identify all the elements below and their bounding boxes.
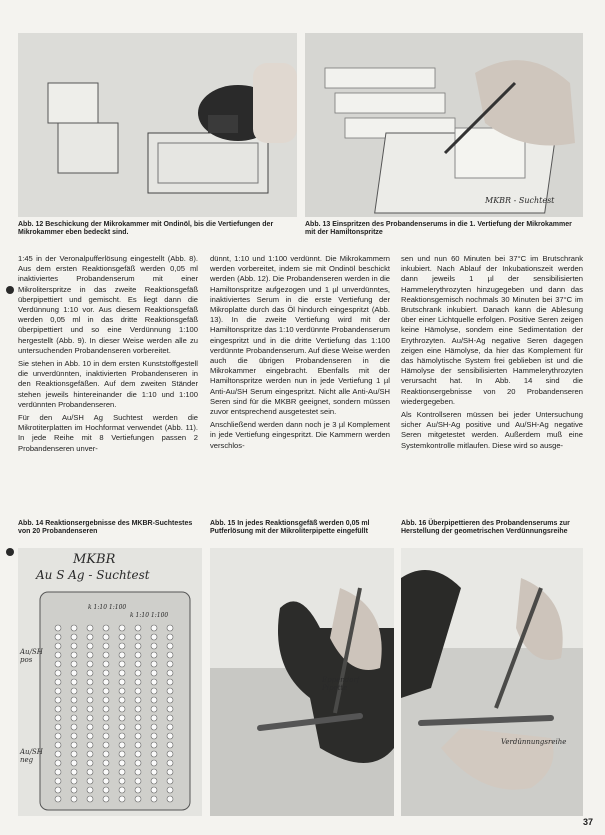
plate-well [151, 688, 157, 694]
plate-well [151, 778, 157, 784]
paragraph: Anschließend werden dann noch je 3 µl Komplement in jede Vertiefung eingespritzt. Die Kammern werden verschlos- [210, 420, 390, 450]
plate-well [71, 643, 77, 649]
plate-well [71, 652, 77, 658]
figure-14-caption: Abb. 14 Reaktionsergebnisse des MKBR-Suchtestes von 20 Probandenseren [18, 520, 193, 536]
plate-well [167, 652, 173, 658]
plate-well [135, 643, 141, 649]
plate-well [119, 679, 125, 685]
plate-well [135, 679, 141, 685]
plate-well [55, 751, 61, 757]
plate-well [119, 796, 125, 802]
plate-well [71, 733, 77, 739]
plate-well [55, 634, 61, 640]
page-number: 37 [582, 817, 593, 827]
plate-well [71, 706, 77, 712]
plate-well [119, 625, 125, 631]
plate-well [103, 724, 109, 730]
punch-hole [6, 286, 14, 294]
plate-well [55, 733, 61, 739]
plate-well [71, 661, 77, 667]
plate-well [151, 706, 157, 712]
plate-well [119, 751, 125, 757]
figure-13-photo [305, 33, 583, 217]
plate-well [71, 679, 77, 685]
figure-14-title2: Au S Ag - Suchtest [36, 568, 150, 582]
plate-well [167, 643, 173, 649]
plate-well [71, 724, 77, 730]
plate-well [135, 661, 141, 667]
plate-well [135, 769, 141, 775]
plate-well [167, 796, 173, 802]
plate-well [167, 715, 173, 721]
punch-hole [6, 548, 14, 556]
plate-well [167, 706, 173, 712]
plate-well [55, 706, 61, 712]
plate-well [167, 769, 173, 775]
plate-well [87, 760, 93, 766]
plate-well [119, 643, 125, 649]
plate-well [55, 661, 61, 667]
plate-well [167, 670, 173, 676]
plate-well [103, 652, 109, 658]
plate-well [151, 751, 157, 757]
plate-well [87, 625, 93, 631]
plate-well [167, 661, 173, 667]
plate-well [151, 769, 157, 775]
figure-14-left-label-neg: Au/SH neg [20, 748, 43, 764]
plate-well [103, 706, 109, 712]
plate-well [167, 742, 173, 748]
plate-well [87, 751, 93, 757]
plate-well [71, 787, 77, 793]
plate-well [55, 742, 61, 748]
plate-well [135, 706, 141, 712]
plate-well [55, 643, 61, 649]
plate-well [71, 796, 77, 802]
plate-well [151, 742, 157, 748]
plate-well [55, 796, 61, 802]
plate-well [119, 760, 125, 766]
plate-well [55, 625, 61, 631]
figure-16-photo [401, 548, 583, 816]
plate-well [119, 769, 125, 775]
plate-well [135, 688, 141, 694]
plate-well [151, 733, 157, 739]
figure-15-label: Eppendorf Pipette [322, 676, 360, 692]
plate-well [71, 634, 77, 640]
plate-well [135, 634, 141, 640]
plate-well [135, 796, 141, 802]
plate-well [103, 742, 109, 748]
plate-well [103, 670, 109, 676]
plate-well [119, 688, 125, 694]
plate-well [71, 769, 77, 775]
plate-well [55, 724, 61, 730]
plate-well [119, 697, 125, 703]
plate-well [167, 634, 173, 640]
plate-well [103, 643, 109, 649]
plate-well [103, 733, 109, 739]
plate-well [135, 778, 141, 784]
plate-well [55, 778, 61, 784]
plate-well [87, 733, 93, 739]
plate-well [87, 652, 93, 658]
text-column-3 [401, 254, 583, 454]
plate-well [151, 760, 157, 766]
plate-well [71, 688, 77, 694]
plate-well [119, 733, 125, 739]
plate-well [103, 751, 109, 757]
plate-well [151, 796, 157, 802]
figure-15-photo [210, 548, 394, 816]
plate-well [151, 697, 157, 703]
plate-well [103, 778, 109, 784]
figure-15-caption: Abb. 15 In jedes Reaktionsgefäß werden 0,05 ml Putferlösung mit der Mikroliterpipette eingefüllt [210, 520, 370, 536]
plate-well [119, 715, 125, 721]
figure-16-label: Verdünnungsreihe [501, 738, 567, 746]
figure-14-label-top: k 1:10 1:100 [88, 604, 127, 611]
plate-well [167, 697, 173, 703]
plate-well [119, 724, 125, 730]
plate-well [135, 697, 141, 703]
plate-well [103, 760, 109, 766]
plate-well [167, 778, 173, 784]
paragraph: Als Kontrollseren müssen bei jeder Untersuchung sicher Au/SH-Ag positive und Au/SH-Ag negative Seren mitgetestet werden. Außerdem muß eine Systemkontrolle mitlaufen. Diese wird so ausge- [401, 410, 583, 450]
plate-well [87, 643, 93, 649]
plate-well [135, 760, 141, 766]
paragraph: sen und nun 60 Minuten bei 37°C im Brutschrank inkubiert. Nach Ablauf der Inkubationszeit werden dann jeweils 1 µl der sensibilisierten Hammelerythrozyten hinzugegeben und dann das Reaktionsgemisch nochmals 30 Minuten bei 37°C im Brutschrank inkubiert. Danach kann die Ablesung über einer Lichtquelle erfolgen. Positive Seren zeigen keine Hämolyse, sondern eine Sedimentation der Erythrozyten. Au/SH-Ag negative Seren dagegen zeigen eine Hämolyse, da hier das Komplement für das hämolytische System frei geblieben ist und die Hämolyse der sensibilisierten Hammelerythrozyten verursacht hat. In Abb. 14 sind die Reaktionsergebnisse von 20 Probandenseren wiedergegeben. [401, 254, 583, 406]
figure-14-title1: MKBR [73, 552, 116, 567]
paragraph: dünnt, 1:10 und 1:100 verdünnt. Die Mikrokammern werden vorbereitet, indem sie mit Ondinöl beschickt werden (Abb. 12). Die Probandenseren werden in die Hamiltonspritze aufgezogen und 1 µl unverdünntes, inaktiviertes Serum in die erste Vertiefung der Mikroplatte durch das Öl hindurch eingespritzt (Abb. 13). In die zweite Vertiefung wird mit der Hamiltonspritze das 1:10 verdünnte Probandenserum eingespritzt und in die dritte Vertiefung das 1:100 verdünnte Probandenserum. Auf diese Weise werden auch die übrigen Probandenseren in die Mikrokammer eingebracht. Ebenfalls mit der Hamiltonspritze werden nun in jede Vertiefung 1 µl Anti-Au/SH Serum eingespritzt. Nicht alle Anti-Au/SH Seren sind für die MKBR geeignet, sondern müssen zuvor entsprechend ausgetestet sein. [210, 254, 390, 417]
plate-well [71, 760, 77, 766]
plate-well [87, 796, 93, 802]
plate-well [71, 625, 77, 631]
plate-well [151, 625, 157, 631]
paragraph: Sie stehen in Abb. 10 in dem ersten Kunststoffgestell die unverdünnten, inaktivierten Probandenseren in den Reaktionsgefäßen. Auf dem zweiten Ständer stehen jeweils hintereinander die 1:10 und 1:100 verdünnten Probandenseren. [18, 359, 198, 409]
plate-well [135, 670, 141, 676]
plate-well [103, 787, 109, 793]
plate-well [87, 697, 93, 703]
plate-well [135, 733, 141, 739]
text-column-1 [18, 254, 198, 457]
plate-well [151, 661, 157, 667]
plate-well [87, 661, 93, 667]
plate-well [87, 670, 93, 676]
plate-well [87, 715, 93, 721]
text-column-2 [210, 254, 390, 454]
figure-12-photo [18, 33, 297, 217]
plate-well [103, 769, 109, 775]
plate-well [55, 769, 61, 775]
plate-well [135, 625, 141, 631]
plate-well [135, 751, 141, 757]
plate-well [87, 787, 93, 793]
plate-well [103, 796, 109, 802]
paragraph: 1:45 in der Veronalpufferlösung eingestellt (Abb. 8). Aus dem ersten Reaktionsgefäß werden 0,05 ml inaktiviertes Probandenserum mit einer Mikroliterspritze in das zweite Reaktionsgefäß überpipettiert und gemischt. Es liegt dann die Verdünnung 1:10 vor. Aus diesem Reaktionsgefäß werden 0,05 ml in das dritte Reaktionsgefäß überpipettiert und so eine Verdünnung 1:100 hergestellt (Abb. 9). In dieser Weise werden alle zu untersuchenden Probandenseren vorbereitet. [18, 254, 198, 355]
plate-well [71, 778, 77, 784]
plate-well [119, 652, 125, 658]
plate-well [119, 706, 125, 712]
plate-well [103, 679, 109, 685]
plate-well [167, 751, 173, 757]
plate-well [103, 625, 109, 631]
plate-well [87, 634, 93, 640]
plate-well [119, 778, 125, 784]
plate-well [167, 760, 173, 766]
paragraph: Für den Au/SH Ag Suchtest werden die Mikrotiterplatten im Hochformat verwendet (Abb. 11). In jede Reihe mit 8 Vertiefungen passen 2 Probandenseren unver- [18, 413, 198, 453]
plate-well [103, 697, 109, 703]
plate-well [151, 670, 157, 676]
plate-well [151, 715, 157, 721]
plate-well [135, 715, 141, 721]
figure-14-label-right: k 1:10 1:100 [130, 612, 169, 619]
plate-well [119, 742, 125, 748]
plate-well [151, 787, 157, 793]
plate-well [87, 778, 93, 784]
plate-well [55, 697, 61, 703]
plate-well [87, 724, 93, 730]
plate-well [151, 652, 157, 658]
plate-well [167, 679, 173, 685]
plate-well [167, 733, 173, 739]
plate-well [167, 787, 173, 793]
plate-well [87, 769, 93, 775]
figure-12-caption: Abb. 12 Beschickung der Mikrokammer mit Ondinöl, bis die Vertiefungen der Mikrokammer eben bedeckt sind. [18, 221, 274, 237]
plate-well [151, 643, 157, 649]
figure-13-caption: Abb. 13 Einspritzen des Probandenserums in die 1. Vertiefung der Mikrokammer mit der Hamiltonspritze [305, 221, 572, 237]
plate-well [87, 706, 93, 712]
plate-well [87, 688, 93, 694]
plate-well [119, 661, 125, 667]
plate-well [55, 679, 61, 685]
plate-well [87, 679, 93, 685]
plate-well [71, 670, 77, 676]
figure-14-photo [18, 548, 202, 816]
figure-16-caption: Abb. 16 Überpipettieren des Probandenserums zur Herstellung der geometrischen Verdünnungsreihe [401, 520, 570, 536]
plate-well [119, 670, 125, 676]
plate-well [135, 787, 141, 793]
plate-well [167, 688, 173, 694]
plate-well [55, 652, 61, 658]
plate-well [55, 787, 61, 793]
plate-well [119, 634, 125, 640]
plate-well [71, 715, 77, 721]
plate-well [151, 724, 157, 730]
plate-well [87, 742, 93, 748]
plate-well [71, 742, 77, 748]
plate-well [167, 724, 173, 730]
plate-well [103, 688, 109, 694]
plate-well [151, 679, 157, 685]
plate-well [167, 625, 173, 631]
plate-well [135, 724, 141, 730]
plate-well [71, 697, 77, 703]
plate-well [119, 787, 125, 793]
figure-13-label: MKBR - Suchtest [485, 196, 555, 205]
plate-well [103, 715, 109, 721]
plate-well [151, 634, 157, 640]
plate-well [55, 670, 61, 676]
plate-well [71, 751, 77, 757]
plate-well [103, 634, 109, 640]
plate-well [55, 760, 61, 766]
plate-well [135, 652, 141, 658]
plate-well [135, 742, 141, 748]
plate-well [103, 661, 109, 667]
plate-well [55, 688, 61, 694]
figure-14-left-label-pos: Au/SH pos [20, 648, 43, 664]
plate-well [55, 715, 61, 721]
